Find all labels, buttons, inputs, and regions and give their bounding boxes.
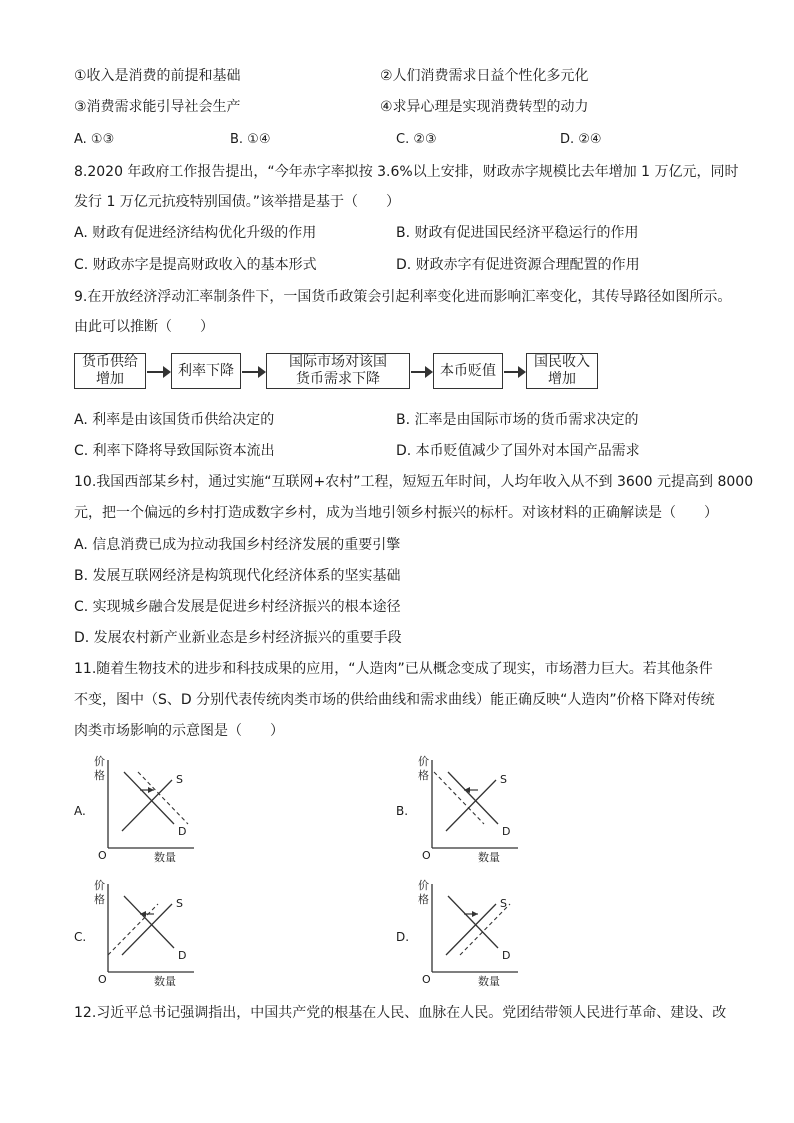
price-axis-label: 格 — [94, 769, 105, 782]
q9-option-d: D. 本币贬值减少了国外对本国产品需求 — [396, 443, 640, 459]
q7-choice-b: B. ①④ — [230, 132, 271, 147]
supply-curve — [446, 904, 496, 955]
price-axis-label: 价 — [94, 879, 105, 892]
flow-arrow — [504, 371, 524, 373]
q8-stem-line-2: 发行 1 万亿元抗疫特别国债。”该举措是基于（ ） — [74, 194, 401, 210]
supply-curve — [122, 780, 172, 831]
flow-box-money-supply: 货币供给 增加 — [74, 353, 146, 389]
q10-stem-line-2: 元，把一个偏远的乡村打造成数字乡村，成为当地引领乡村振兴的标杆。对该材料的正确解读是（ ） — [74, 505, 718, 521]
q10-option-c: C. 实现城乡融合发展是促进乡村经济振兴的根本途径 — [74, 599, 401, 615]
price-axis-label: 格 — [94, 893, 105, 906]
q8-option-a: A. 财政有促进经济结构优化升级的作用 — [74, 225, 317, 241]
price-axis-label: 格 — [418, 893, 429, 906]
q9-option-c: C. 利率下降将导致国际资本流出 — [74, 443, 275, 459]
demand-label: D — [178, 825, 187, 838]
q8-option-d: D. 财政赤字有促进资源合理配置的作用 — [396, 257, 640, 273]
flow-arrow — [147, 371, 169, 373]
origin-label: O — [98, 849, 107, 862]
shift-arrow-head — [472, 911, 478, 917]
shifted-supply-curve — [460, 904, 510, 955]
flow-arrow — [411, 371, 431, 373]
demand-curve — [124, 772, 174, 824]
supply-label: S — [500, 773, 507, 786]
flow-box-interest-rate: 利率下降 — [171, 353, 241, 389]
q10-stem-line-1: 10.我国西部某乡村，通过实施“互联网+农村”工程，短短五年时间，人均年收入从不到 3600 元提高到 8000 — [74, 474, 754, 490]
q7-statement-3: ③消费需求能引导社会生产 — [74, 99, 241, 115]
supply-demand-graph-d — [412, 880, 522, 990]
supply-label: S — [176, 897, 183, 910]
transmission-flowchart — [74, 353, 714, 391]
q11-graph-label-a: A. — [74, 804, 86, 818]
demand-label: D — [178, 949, 187, 962]
shifted-supply-curve — [108, 904, 158, 955]
origin-label: O — [422, 973, 431, 986]
q8-stem-line-1: 8.2020 年政府工作报告提出，“今年赤字率拟按 3.6%以上安排，财政赤字规模比去年增加 1 万亿元，同时 — [74, 164, 739, 180]
supply-curve — [122, 904, 172, 955]
q8-option-c: C. 财政赤字是提高财政收入的基本形式 — [74, 257, 317, 273]
flow-box-currency-demand: 国际市场对该国 货币需求下降 — [266, 353, 410, 389]
q7-statement-4: ④求异心理是实现消费转型的动力 — [380, 99, 589, 115]
q7-statement-1: ①收入是消费的前提和基础 — [74, 68, 241, 84]
q9-option-b: B. 汇率是由国际市场的货币需求决定的 — [396, 412, 639, 428]
supply-demand-graph-c — [88, 880, 198, 990]
price-axis-label: 价 — [94, 755, 105, 768]
q11-graph-label-c: C. — [74, 930, 87, 944]
price-axis-label: 价 — [418, 755, 429, 768]
demand-label: D — [502, 949, 511, 962]
q10-option-b: B. 发展互联网经济是构筑现代化经济体系的坚实基础 — [74, 568, 401, 584]
q7-statement-2: ②人们消费需求日益个性化多元化 — [380, 68, 589, 84]
q11-stem-line-3: 肉类市场影响的示意图是（ ） — [74, 723, 284, 739]
supply-label: S — [176, 773, 183, 786]
q8-option-b: B. 财政有促进国民经济平稳运行的作用 — [396, 225, 639, 241]
q12-stem-line-1: 12.习近平总书记强调指出，中国共产党的根基在人民、血脉在人民。党团结带领人民进行革命、建设、改 — [74, 1005, 727, 1021]
supply-curve — [446, 780, 496, 831]
q11-stem-line-1: 11.随着生物技术的进步和科技成果的应用，“人造肉”已从概念变成了现实，市场潜力巨大。若其他条件 — [74, 661, 713, 677]
demand-curve — [448, 896, 498, 948]
demand-curve — [448, 772, 498, 824]
q7-choice-c: C. ②③ — [396, 132, 437, 147]
quantity-axis-label: 数量 — [478, 851, 500, 864]
demand-curve — [124, 896, 174, 948]
q9-stem-line-1: 9.在开放经济浮动汇率制条件下，一国货币政策会引起利率变化进而影响汇率变化，其传导路径如图所示。 — [74, 289, 732, 305]
supply-label: S — [500, 897, 507, 910]
origin-label: O — [98, 973, 107, 986]
q11-graph-label-b: B. — [396, 804, 409, 818]
flow-box-depreciation: 本币贬值 — [433, 353, 503, 389]
q7-choice-a: A. ①③ — [74, 132, 115, 147]
q9-stem-line-2: 由此可以推断（ ） — [74, 319, 214, 335]
quantity-axis-label: 数量 — [154, 975, 176, 988]
flow-box-national-income: 国民收入 增加 — [526, 353, 598, 389]
q10-option-a: A. 信息消费已成为拉动我国乡村经济发展的重要引擎 — [74, 537, 401, 553]
q11-stem-line-2: 不变，图中（S、D 分别代表传统肉类市场的供给曲线和需求曲线）能正确反映“人造肉”价格下降对传统 — [74, 692, 715, 708]
flow-arrow — [242, 371, 264, 373]
price-axis-label: 价 — [418, 879, 429, 892]
quantity-axis-label: 数量 — [478, 975, 500, 988]
q9-option-a: A. 利率是由该国货币供给决定的 — [74, 412, 275, 428]
demand-label: D — [502, 825, 511, 838]
q11-graph-label-d: D. — [396, 930, 410, 944]
supply-demand-graph-a — [88, 756, 198, 866]
supply-demand-graph-b — [412, 756, 522, 866]
price-axis-label: 格 — [418, 769, 429, 782]
q7-choice-d: D. ②④ — [560, 132, 602, 147]
q10-option-d: D. 发展农村新产业新业态是乡村经济振兴的重要手段 — [74, 630, 402, 646]
origin-label: O — [422, 849, 431, 862]
shifted-demand-curve — [434, 772, 484, 824]
quantity-axis-label: 数量 — [154, 851, 176, 864]
